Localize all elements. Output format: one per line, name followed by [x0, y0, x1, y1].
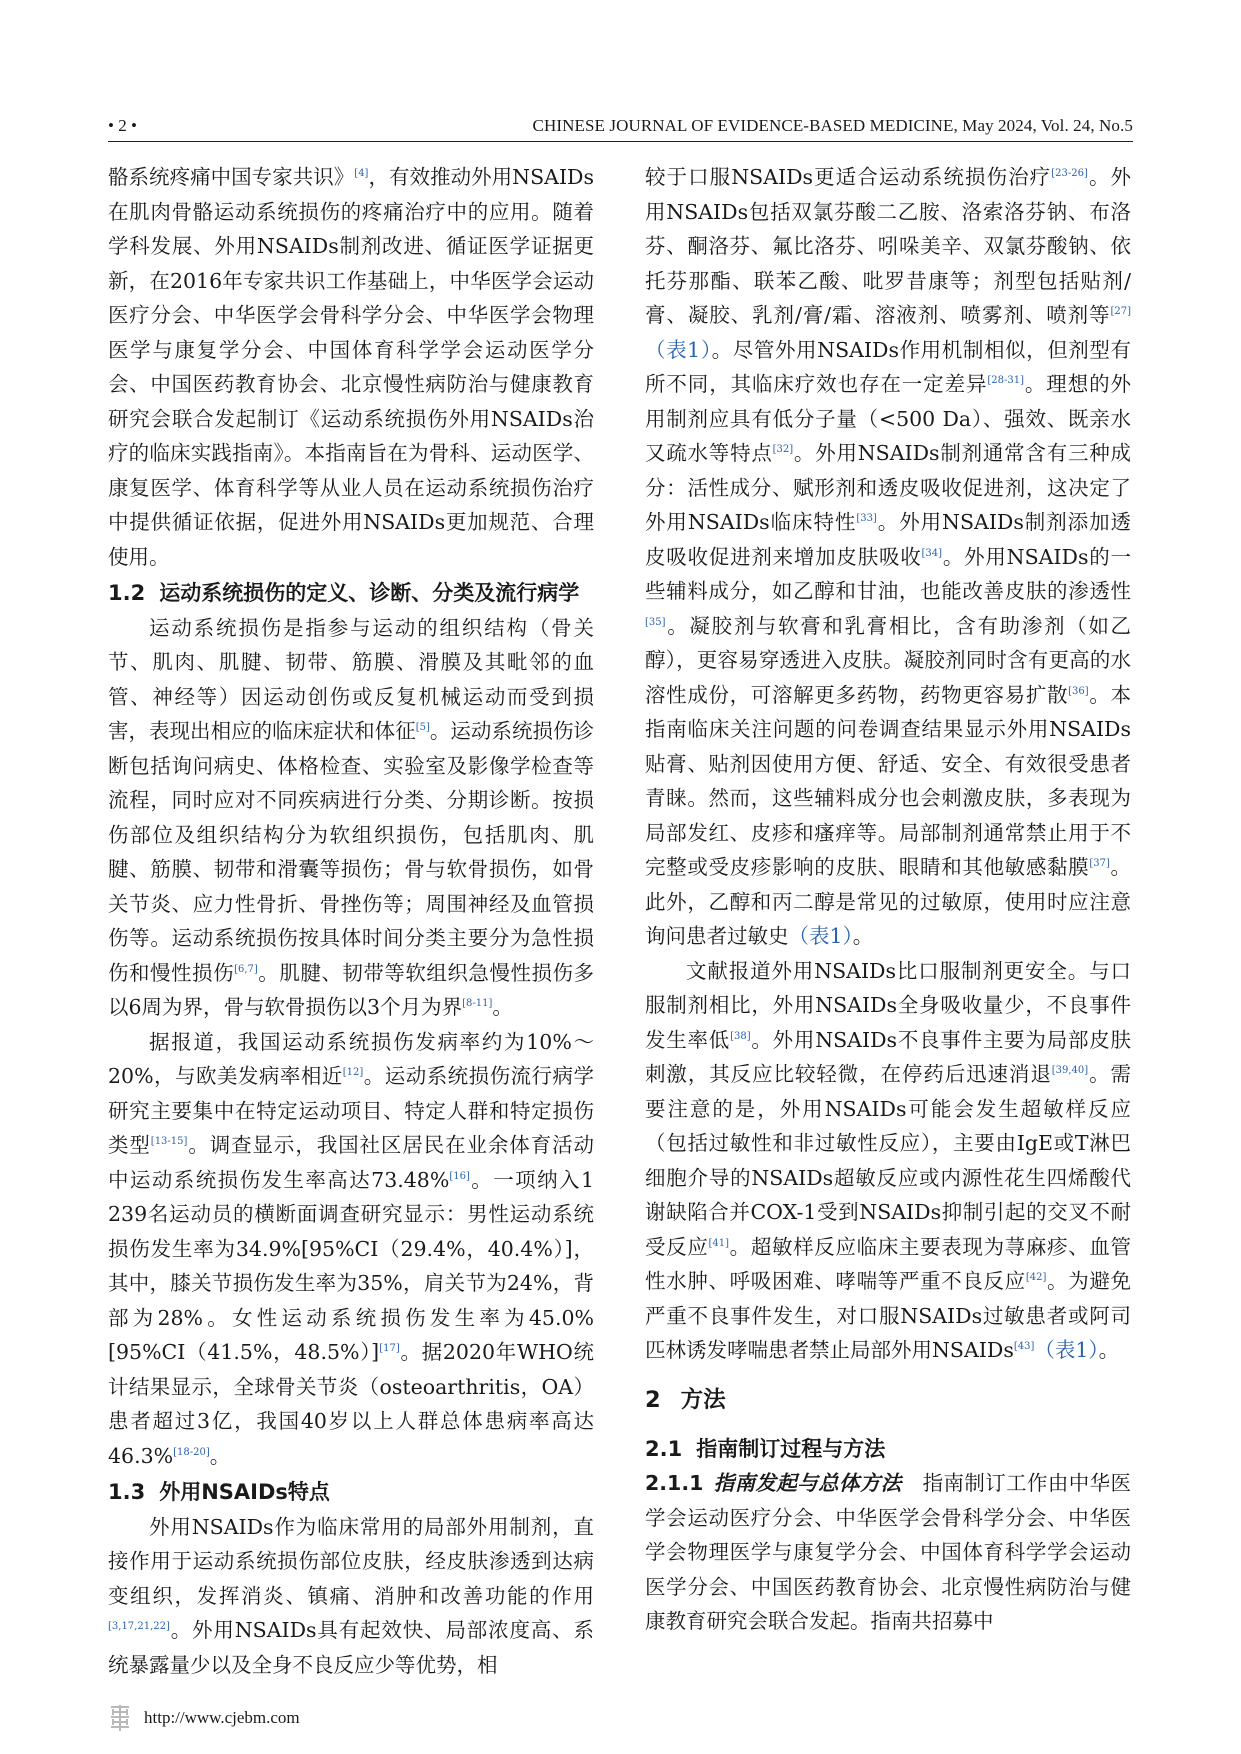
citation-link[interactable]: [37] — [1089, 858, 1110, 870]
citation-link[interactable]: [3,17,21,22] — [108, 1621, 170, 1633]
citation-link[interactable]: [33] — [856, 513, 877, 525]
citation-link[interactable]: [13-15] — [150, 1136, 188, 1148]
subsection-heading-2-1-1: 指南发起与总体方法 — [713, 1471, 902, 1495]
citation-link[interactable]: [42] — [1025, 1272, 1047, 1284]
citation-link[interactable]: [12] — [342, 1067, 364, 1079]
paragraph: 运动系统损伤是指参与运动的组织结构（骨关节、肌肉、肌腱、韧带、筋膜、滑膜及其毗邻的血管、神经等）因运动创伤或反复机械运动而受到损害，表现出相应的临床症状和体征[5]。运动系统损伤诊断包括询问病史、体格检查、实验室及影像学检查等流程，同时应对不同疾病进行分类、分期诊断。按损伤部位及组织结构分为软组织损伤，包括肌肉、肌腱、筋膜、韧带和滑囊等损伤；骨与软骨损伤，如骨关节炎、应力性骨折、骨挫伤等；周围神经及血管损伤等。运动系统损伤按具体时间分类主要分为急性损伤和慢性损伤[6,7]。肌腱、韧带等软组织急慢性损伤多以6周为界，骨与软骨损伤以3个月为界[8-11]。 — [108, 615, 595, 1019]
citation-link[interactable]: [39,40] — [1051, 1065, 1089, 1077]
right-column — [645, 160, 1131, 1639]
citation-link[interactable]: [36] — [1068, 685, 1089, 697]
citation-link[interactable]: [5] — [415, 722, 430, 734]
citation-link[interactable]: [4] — [354, 168, 369, 180]
citation-link[interactable]: [27] — [1110, 306, 1131, 318]
section-heading-2: 2 方法 — [645, 1386, 726, 1413]
paragraph: 据报道，我国运动系统损伤发病率约为10%～20%，与欧美发病率相近[12]。运动系统损伤流行病学研究主要集中在特定运动项目、特定人群和特定损伤类型[13-15]。调查显示，我国社区居民在业余体育活动中运动系统损伤发生率高达73.48%[16]。一项纳入1 239名运动员的横断面调查研究显示：男性运动系统损伤发生率为34.9%[95%CI（29.4%，40.4%）]，其中，膝关节损伤发生率为35%，肩关节为24%，背部为28%。女性运动系统损伤发生率为45.0%[95%CI（41.5%，48.5%）][17]。据2020年WHO统计结果显示，全球骨关节炎（osteoarthritis，OA）患者超过3亿，我国40岁以上人群总体患病率高达46.3%[18-20]。 — [108, 1029, 595, 1468]
citation-link[interactable]: [6,7] — [234, 963, 258, 975]
citation-link[interactable]: [32] — [772, 444, 794, 456]
citation-link[interactable]: [35] — [645, 616, 666, 628]
section-heading-2-1: 2.1 指南制订过程与方法 — [645, 1436, 886, 1461]
page-number: • 2 • — [108, 116, 137, 135]
paragraph: 外用NSAIDs作为临床常用的局部外用制剂，直接作用于运动系统损伤部位皮肤，经皮肤渗透到达病变组织，发挥消炎、镇痛、消肿和改善功能的作用[3,17,21,22]。外用NSAIDs具有起效快、局部浓度高、系统暴露量少以及全身不良反应少等优势，相 — [108, 1514, 594, 1677]
citation-link[interactable]: [28-31] — [987, 375, 1025, 387]
section-heading-1-3: 1.3 外用NSAIDs特点 — [108, 1480, 330, 1504]
journal-running-title: CHINESE JOURNAL OF EVIDENCE-BASED MEDICINE, May 2024, Vol. 24, No.5 — [532, 116, 1133, 135]
citation-link[interactable]: [23-26] — [1051, 168, 1088, 180]
citation-link[interactable]: [17] — [379, 1343, 400, 1355]
table-link[interactable]: （表1） — [1034, 1338, 1099, 1362]
table-link[interactable]: （表1） — [645, 337, 712, 362]
citation-link[interactable]: [41] — [708, 1237, 730, 1249]
paragraph: 2.1.1 指南发起与总体方法 指南制订工作由中华医学会运动医疗分会、中华医学会骨科学分会、中华医学会物理医学与康复学分会、中国体育科学学会运动医学分会、中国医药教育协会、北京慢性病防治与健康教育研究会联合发起。指南共招募中 — [645, 1471, 1132, 1633]
paragraph: 文献报道外用NSAIDs比口服制剂更安全。与口服制剂相比，外用NSAIDs全身吸收量少，不良事件发生率低[38]。外用NSAIDs不良事件主要为局部皮肤刺激，其反应比较轻微，在停药后迅速消退[39,40]。需要注意的是，外用NSAIDs可能会发生超敏样反应（包括过敏性和非过敏性反应），主要由IgE或T淋巴细胞介导的NSAIDs超敏反应或内源性花生四烯酸代谢缺陷合并COX-1受到NSAIDs抑制引起的交叉不耐受反应[41]。超敏样反应临床主要表现为荨麻疹、血管性水肿、呼吸困难、哮喘等严重不良反应[42]。为避免严重不良事件发生，对口服NSAIDs过敏患者或阿司匹林诱发哮喘患者禁止局部外用NSAIDs[43]（表1）。 — [645, 958, 1132, 1362]
left-column — [108, 160, 594, 1682]
paragraph: 骼系统疼痛中国专家共识》[4]，有效推动外用NSAIDs在肌肉骨骼运动系统损伤的疼痛治疗中的应用。随着学科发展、外用NSAIDs制剂改进、循证医学证据更新，在2016年专家共识工作基础上，中华医学会运动医疗分会、中华医学会骨科学分会、中华医学会物理医学与康复学分会、中国体育科学学会运动医学分会、中国医药教育协会、北京慢性病防治与健康教育研究会联合发起制订《运动系统损伤外用NSAIDs治疗的临床实践指南》。本指南旨在为骨科、运动医学、康复医学、体育科学等从业人员在运动系统损伤治疗中提供循证依据，促进外用NSAIDs更加规范、合理使用。 — [108, 165, 595, 569]
citation-link[interactable]: [18-20] — [173, 1446, 210, 1458]
section-heading-1-2: 1.2 运动系统损伤的定义、诊断、分类及流行病学 — [108, 581, 580, 605]
table-link[interactable]: （表1） — [788, 924, 853, 948]
citation-link[interactable]: [43] — [1013, 1341, 1035, 1353]
citation-link[interactable]: [8-11] — [462, 998, 493, 1010]
citation-link[interactable]: [34] — [921, 547, 943, 559]
page-header — [108, 108, 1133, 138]
citation-link[interactable]: [16] — [449, 1170, 470, 1182]
paragraph: 较于口服NSAIDs更适合运动系统损伤治疗[23-26]。外用NSAIDs包括双氯芬酸二乙胺、洛索洛芬钠、布洛芬、酮洛芬、氟比洛芬、吲哚美辛、双氯芬酸钠、依托芬那酯、联苯乙酸、吡罗昔康等；剂型包括贴剂/膏、凝胶、乳剂/膏/霜、溶液剂、喷雾剂、喷剂等[27]（表1）。尽管外用NSAIDs作用机制相似，但剂型有所不同，其临床疗效也存在一定差异[28-31]。理想的外用制剂应具有低分子量（<500 Da）、强效、既亲水又疏水等特点[32]。外用NSAIDs制剂通常含有三种成分：活性成分、赋形剂和透皮吸收促进剂，这决定了外用NSAIDs临床特性[33]。外用NSAIDs制剂添加透皮吸收促进剂来增加皮肤吸收[34]。外用NSAIDs的一些辅料成分，如乙醇和甘油，也能改善皮肤的渗透性[35]。凝胶剂与软膏和乳膏相比，含有助渗剂（如乙醇），更容易穿透进入皮肤。凝胶剂同时含有更高的水溶性成份，可溶解更多药物，药物更容易扩散[36]。本指南临床关注问题的问卷调查结果显示外用NSAIDs贴膏、贴剂因使用方便、舒适、安全、有效很受患者青睐。然而，这些辅料成分也会刺激皮肤，多表现为局部发红、皮疹和瘙痒等。局部制剂通常禁止用于不完整或受皮疹影响的皮肤、眼睛和其他敏感黏膜[37]。此外，乙醇和丙二醇是常见的过敏原，使用时应注意询问患者过敏史（表1）。 — [645, 165, 1132, 948]
journal-seal-icon — [108, 1704, 132, 1732]
header-rule — [108, 141, 1133, 142]
citation-link[interactable]: [38] — [730, 1030, 751, 1042]
journal-url[interactable]: http://www.cjebm.com — [144, 1708, 300, 1727]
